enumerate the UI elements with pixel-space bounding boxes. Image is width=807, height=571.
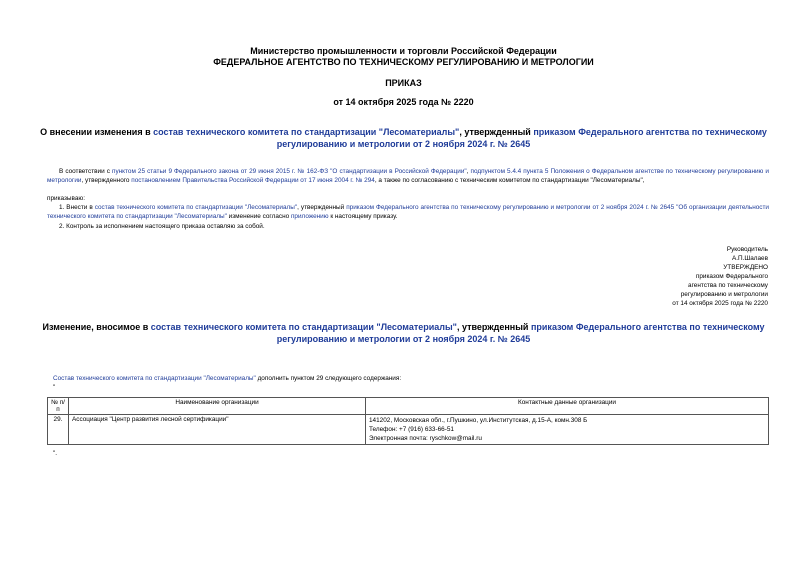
preamble-link-regulation[interactable]: подпунктом 5.4.4 пункта 5 Положения о Федеральном агентстве по техническому регулированию и метрологии: [47, 168, 769, 184]
organizations-table: [47, 397, 769, 445]
header-contact: Контактные данные организации: [366, 398, 769, 415]
table-header-row: [48, 398, 769, 415]
item1-link-committee[interactable]: состав технического комитета по стандартизации "Лесоматериалы": [94, 204, 298, 211]
approved-line-1: приказом Федерального: [695, 273, 768, 280]
row-contact: [366, 415, 769, 445]
item1-link-annex[interactable]: приложению: [290, 212, 329, 220]
approved-label: УТВЕРЖДЕНО: [723, 264, 768, 271]
preamble-text-4: , а также по согласованию с техническим комитетом по стандартизации "Лесоматериалы",: [374, 176, 645, 184]
approved-line-3: регулированию и метрологии: [680, 291, 768, 298]
item-2-paragraph: 2. Контроль за исполнением настоящего приказа оставляю за собой.: [59, 223, 265, 230]
annex-intro: [53, 375, 775, 384]
item1-link-order[interactable]: приказом Федерального агентства по техническому регулированию и метрологии от 2 ноября 2024 г. № 2645 "Об организации деятельности технического комитета по стандартизации "Лесоматериалы": [47, 204, 769, 220]
signature-position: Руководитель: [726, 246, 768, 253]
contact-email: Электронная почта: ryschkow@mail.ru: [369, 435, 482, 442]
title-link-order[interactable]: приказом Федерального агентства по техническому регулированию и метрологии от 2 ноября 2024 г. № 2645: [276, 127, 767, 149]
title-text-1: О внесении изменения в: [40, 127, 154, 137]
doc-title: [40, 126, 767, 150]
title-text-2: , утвержденный: [459, 127, 534, 137]
header-org-name: Наименование организации: [69, 398, 366, 415]
contact-phone: Телефон: +7 (916) 633-66-51: [369, 426, 454, 433]
item1-text-3: изменение согласно: [226, 212, 291, 220]
ministry-name: Министерство промышленности и торговли Российской Федерации: [250, 46, 557, 56]
preamble-text-3: , утвержденного: [81, 176, 132, 184]
approved-line-2: агентства по техническому: [688, 282, 768, 289]
preamble-text-1: В соответствии с: [59, 168, 112, 175]
preamble-link-law[interactable]: пунктом 25 статьи 9 Федерального закона от 29 июня 2015 г. № 162-ФЗ "О стандартизации в Российской Федерации": [112, 168, 467, 175]
title-link-committee[interactable]: состав технического комитета по стандартизации "Лесоматериалы": [153, 127, 460, 137]
preamble-text-2: ,: [466, 168, 471, 175]
annex-intro-link[interactable]: Состав технического комитета по стандартизации "Лесоматериалы": [53, 375, 256, 382]
item1-text-4: к настоящему приказу.: [328, 212, 398, 220]
agency-name: ФЕДЕРАЛЬНОЕ АГЕНТСТВО ПО ТЕХНИЧЕСКОМУ РЕГУЛИРОВАНИЮ И МЕТРОЛОГИИ: [213, 57, 594, 67]
table-row: [48, 415, 769, 445]
doc-date: от 14 октября 2025 года № 2220: [333, 97, 474, 107]
row-org-name: Ассоциация "Центр развития лесной сертификации": [69, 415, 366, 445]
contact-address: 141202, Московская обл., г.Пушкино, ул.Институтская, д.15-А, комн.308 Б: [369, 417, 588, 424]
header-number: № п/п: [48, 398, 69, 415]
signature-name: А.П.Шалаев: [731, 255, 768, 262]
approved-line-4: от 14 октября 2025 года № 2220: [672, 300, 768, 307]
quote-open: ": [53, 384, 56, 391]
annex-title-link-committee[interactable]: состав технического комитета по стандартизации "Лесоматериалы": [150, 322, 457, 332]
row-number: 29.: [48, 415, 69, 445]
preamble-link-decree[interactable]: постановлением Правительства Российской Федерации от 17 июня 2004 г. № 294: [131, 176, 375, 184]
annex-title-text-1: Изменение, вносимое в: [42, 322, 151, 332]
annex-title-text-2: , утвержденный: [456, 322, 531, 332]
annex-title: [40, 321, 767, 345]
item1-text-2: , утвержденный: [297, 204, 347, 211]
item1-text-1: 1. Внести в: [59, 204, 95, 211]
order-word: приказываю:: [47, 195, 85, 202]
preamble-paragraph: [47, 168, 769, 185]
item-1-paragraph: [47, 204, 769, 221]
quote-close: ".: [53, 450, 58, 457]
annex-intro-text: дополнить пунктом 29 следующего содержания:: [255, 375, 402, 382]
annex-title-link-order[interactable]: приказом Федерального агентства по техническому регулированию и метрологии от 2 ноября 2024 г. № 2645: [276, 322, 765, 344]
doc-type: ПРИКАЗ: [385, 78, 422, 88]
signature-block: [568, 245, 768, 308]
